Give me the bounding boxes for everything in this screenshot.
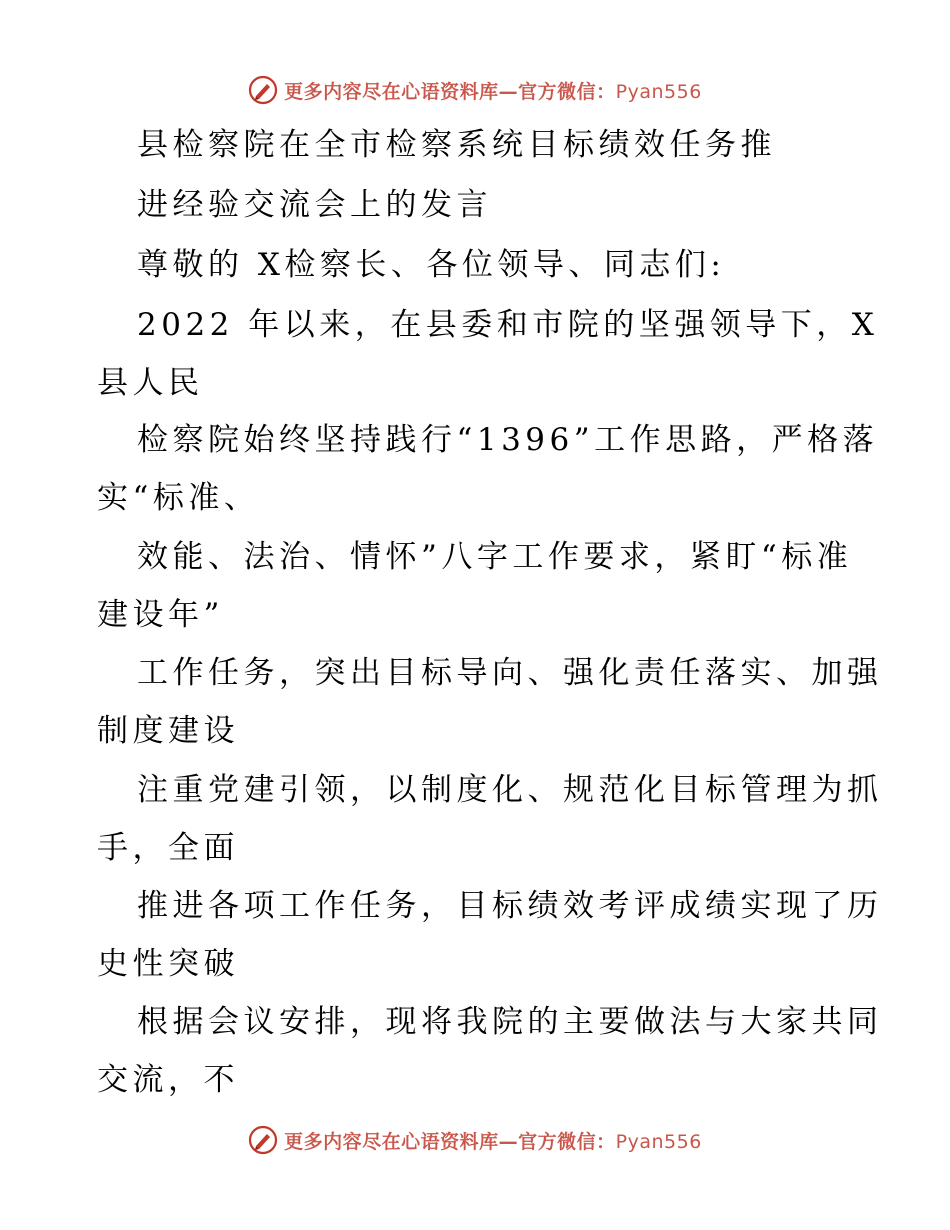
body-line: 史性突破 bbox=[97, 946, 239, 982]
document-title-line-1: 县检察院在全市检察系统目标绩效任务推 bbox=[137, 127, 776, 163]
body-line: 推进各项工作任务，目标绩效考评成绩实现了历 bbox=[137, 888, 883, 924]
body-line: 建设年” bbox=[97, 597, 224, 633]
watermark-text: 更多内容尽在心语资料库—官方微信：Pyan556 bbox=[284, 80, 702, 103]
header-watermark-banner bbox=[0, 70, 950, 110]
pen-logo-icon bbox=[248, 75, 278, 105]
watermark-text: 更多内容尽在心语资料库—官方微信：Pyan556 bbox=[284, 1130, 702, 1153]
body-line: 2022 年以来，在县委和市院的坚强领导下，X bbox=[137, 307, 879, 343]
body-line: 注重党建引领，以制度化、规范化目标管理为抓 bbox=[137, 772, 883, 808]
body-line: 根据会议安排，现将我院的主要做法与大家共同 bbox=[137, 1004, 883, 1040]
body-line: 实“标准、 bbox=[97, 480, 260, 516]
footer-watermark-banner bbox=[0, 1120, 950, 1160]
body-line: 县人民 bbox=[97, 365, 204, 401]
body-line: 手，全面 bbox=[97, 830, 239, 866]
body-line: 效能、法治、情怀”八字工作要求，紧盯“标准 bbox=[137, 539, 853, 575]
body-line: 制度建设 bbox=[97, 713, 239, 749]
body-line: 工作任务，突出目标导向、强化责任落实、加强 bbox=[137, 655, 883, 691]
body-line: 交流，不 bbox=[97, 1062, 239, 1098]
salutation: 尊敬的 X检察长、各位领导、同志们: bbox=[137, 247, 726, 283]
body-line: 检察院始终坚持践行“1396”工作思路，严格落 bbox=[137, 422, 879, 458]
pen-logo-icon bbox=[248, 1125, 278, 1155]
document-title-line-2: 进经验交流会上的发言 bbox=[137, 187, 492, 223]
